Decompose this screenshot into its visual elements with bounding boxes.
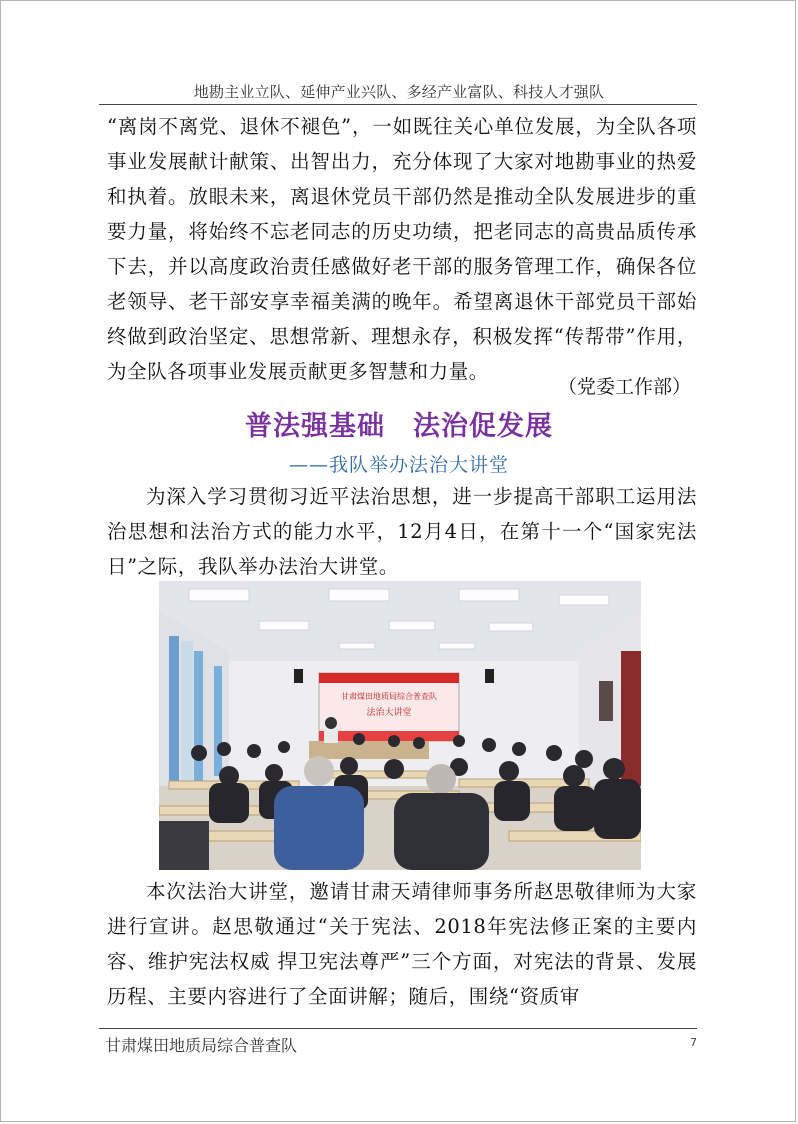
screen-text-line2: 法治大讲堂 [366, 708, 412, 718]
page-number: 7 [690, 1036, 697, 1049]
article-body: 本次法治大讲堂，邀请甘肃天靖律师事务所赵思敬律师为大家进行宣讲。赵思敬通过“关于宪法、2018年宪法修正案的主要内容、维护宪法权威 捍卫宪法尊严”三个方面，对宪法的背景、发展历程、主要内容进行了全面讲解；随后，围绕“资质审 [107, 880, 697, 1008]
header-rule [99, 104, 697, 105]
footer-rule [99, 1028, 697, 1029]
article-intro: 为深入学习贯彻习近平法治思想，进一步提高干部职工运用法治思想和法治方式的能力水平，12月4日，在第十一个“国家宪法日”之际，我队举办法治大讲堂。 [107, 485, 697, 578]
lecture-hall-illustration [159, 581, 641, 870]
lecture-photo [159, 581, 641, 870]
article-title: 普法强基础 法治促发展 [245, 411, 553, 442]
running-header: 地勘主业立队、延伸产业兴队、多经产业富队、科技人才强队 [193, 83, 605, 101]
article-subtitle: ——我队举办法治大讲堂 [288, 454, 509, 476]
paragraph-continued: “离岗不离党、退休不褪色”，一如既往关心单位发展，为全队各项事业发展献计献策、出智出力，充分体现了大家对地勘事业的热爱和执着。放眼未来，离退休党员干部仍然是推动全队发展进步的重要力量，将始终不忘老同志的历史功绩，把老同志的高贵品质传承下去，并以高度政治责任感做好老干部的服务管理工作，确保各位老领导、老干部安享幸福美满的晚年。希望离退休干部党员干部始终做到政治坚定、思想常新、理想永存，积极发挥“传帮带”作用，为全队各项事业发展贡献更多智慧和力量。 [107, 115, 697, 383]
footer-org-name: 甘肃煤田地质局综合普查队 [105, 1036, 298, 1055]
screen-text-line1: 甘肃煤田地质局综合普查队 [341, 692, 437, 701]
signature: （党委工作部） [557, 376, 691, 398]
